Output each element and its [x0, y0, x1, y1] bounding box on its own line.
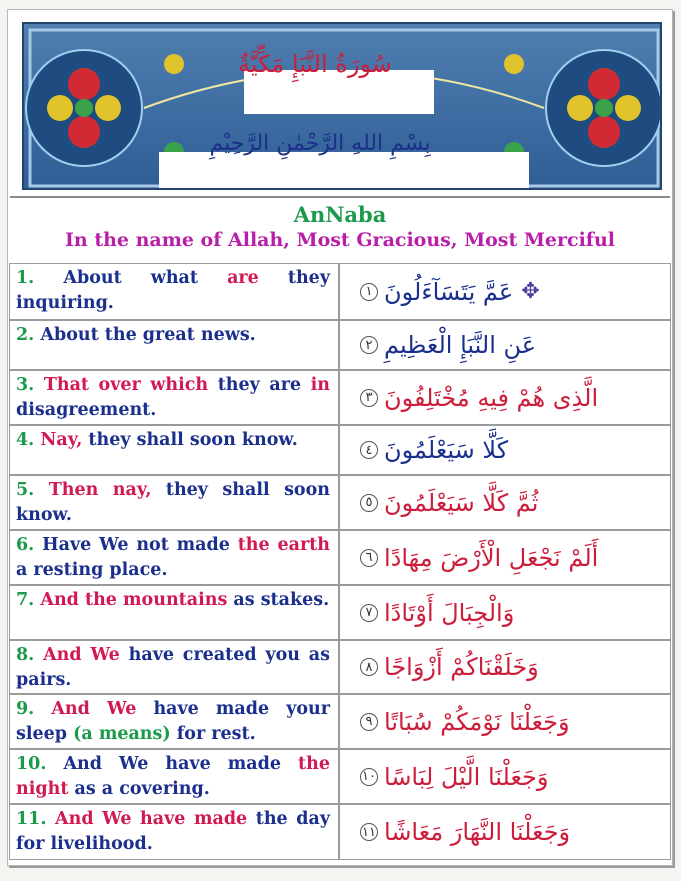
translation-segment: That over which — [43, 375, 218, 395]
verse-translation — [10, 750, 340, 803]
verse-arabic-text: أَلَمْ نَجْعَلِ الْأَرْضَ مِهَادًا — [384, 543, 599, 572]
translation-segment: have created you as pairs. — [16, 645, 330, 690]
verse-arabic-text: وَجَعَلْنَا الَّيْلَ لِبَاسًا — [384, 762, 549, 791]
verse-arabic-cell — [342, 321, 670, 369]
verse-end-marker: ٢ — [360, 336, 378, 354]
surah-header — [10, 196, 670, 266]
verse-number: 6. — [16, 535, 43, 555]
verse-arabic-text: وَخَلَقْنَاكُمْ أَزْوَاجًا — [384, 653, 539, 681]
verse-arabic-text: عَمَّ يَتَسَآءَلُونَ — [384, 277, 514, 306]
verse-row — [9, 263, 671, 320]
verse-row — [9, 694, 671, 749]
bismillah-arabic: بِسْمِ اللهِ الرَّحْمٰنِ الرَّحِيْمِ — [209, 131, 431, 156]
verse-arabic-cell — [342, 476, 670, 529]
verse-arabic-cell — [342, 805, 670, 859]
verse-translation — [10, 426, 340, 474]
bismillah-english: In the name of Allah, Most Gracious, Most Merciful — [65, 229, 615, 251]
translation-segment: the night — [16, 754, 330, 799]
verse-arabic-cell — [342, 371, 670, 424]
translation-segment: they are — [217, 375, 311, 395]
verse-number: 3. — [16, 375, 44, 395]
verse-arabic-cell — [342, 264, 670, 319]
verse-arabic-cell — [342, 695, 670, 748]
translation-segment: they shall soon know. — [82, 430, 298, 450]
translation-segment: (a means) — [73, 724, 171, 744]
verse-translation — [10, 321, 340, 369]
translation-segment: a resting place. — [16, 560, 168, 580]
translation-segment: About the great news. — [40, 325, 256, 345]
verse-end-marker: ٧ — [360, 604, 378, 622]
translation-segment: as a covering. — [68, 779, 210, 799]
translation-segment: they inquiring. — [16, 268, 330, 313]
verse-row — [9, 804, 671, 860]
translation-segment: the day for livelihood. — [16, 809, 330, 854]
translation-segment: they shall soon know. — [16, 480, 330, 525]
translation-segment: And We have made — [55, 809, 256, 829]
translation-segment: have made your sleep — [16, 699, 330, 744]
verse-arabic-text: كَلَّا سَيَعْلَمُونَ — [384, 436, 509, 464]
verse-arabic-cell — [342, 750, 670, 803]
translation-segment: And We have made — [63, 754, 299, 774]
verse-end-marker: ٤ — [360, 441, 378, 459]
verse-number: 11. — [16, 809, 56, 829]
verse-arabic-cell — [342, 426, 670, 474]
verse-row — [9, 475, 671, 530]
verse-row — [9, 370, 671, 425]
verse-number: 7. — [16, 590, 41, 610]
verse-arabic-text: الَّذِى هُمْ فِيهِ مُخْتَلِفُونَ — [384, 383, 599, 412]
verse-arabic-text: ثُمَّ كَلَّا سَيَعْلَمُونَ — [384, 488, 539, 517]
verse-translation — [10, 586, 340, 639]
translation-segment: are — [227, 268, 259, 288]
verse-end-marker: ٣ — [360, 389, 378, 407]
verse-end-marker: ٥ — [360, 494, 378, 512]
translation-segment: Then nay, — [48, 480, 166, 500]
verse-end-marker: ١٠ — [360, 768, 378, 786]
verse-number: 1. — [16, 268, 64, 288]
verse-number: 8. — [16, 645, 44, 665]
verse-arabic-cell — [342, 531, 670, 584]
verse-number: 4. — [16, 430, 41, 450]
verse-arabic-text: وَجَعَلْنَا النَّهَارَ مَعَاشًا — [384, 818, 571, 846]
verse-row — [9, 530, 671, 585]
ornament-star-icon: ✥ — [521, 279, 540, 304]
verse-arabic-text: وَالْجِبَالَ أَوْتَادًا — [384, 598, 515, 627]
verse-number: 5. — [16, 480, 49, 500]
verse-row — [9, 749, 671, 804]
translation-segment: About — [63, 268, 122, 288]
verse-translation — [10, 531, 340, 584]
translation-segment: for rest. — [170, 724, 256, 744]
verse-translation — [10, 371, 340, 424]
translation-segment: And We — [51, 699, 154, 719]
verse-arabic-cell — [342, 586, 670, 639]
verse-number: 10. — [16, 754, 64, 774]
verse-end-marker: ٦ — [360, 549, 378, 567]
verse-end-marker: ١١ — [360, 823, 378, 841]
bismillah-panel — [159, 152, 529, 188]
ornamental-banner — [22, 22, 662, 190]
translation-segment: what — [121, 268, 228, 288]
verse-row — [9, 585, 671, 640]
translation-segment: Nay, — [40, 430, 83, 450]
surah-name: AnNaba — [293, 202, 387, 227]
verse-translation — [10, 695, 340, 748]
verse-row — [9, 320, 671, 370]
verse-end-marker: ٨ — [360, 658, 378, 676]
verse-number: 9. — [16, 699, 52, 719]
verse-translation — [10, 805, 340, 859]
verse-row — [9, 425, 671, 475]
verse-arabic-text: وَجَعَلْنَا نَوْمَكُمْ سُبَاتًا — [384, 707, 570, 736]
translation-segment: in — [310, 375, 330, 395]
translation-segment: the earth — [237, 535, 330, 555]
translation-segment: Have We not made — [42, 535, 238, 555]
verse-translation — [10, 264, 340, 319]
verse-end-marker: ١ — [360, 283, 378, 301]
verse-translation — [10, 641, 340, 693]
verse-arabic-cell — [342, 641, 670, 693]
verse-end-marker: ٩ — [360, 713, 378, 731]
translation-segment: And We — [43, 645, 129, 665]
verse-arabic-text: عَنِ النَّبَإِ الْعَظِيمِ — [384, 331, 537, 359]
verse-row — [9, 640, 671, 694]
verse-number: 2. — [16, 325, 41, 345]
surah-title-arabic: سُورَةُ النَّبَإِ مَكِّيَّةٌ — [238, 50, 392, 78]
translation-segment: And the mountains — [40, 590, 234, 610]
translation-segment: as stakes. — [233, 590, 330, 610]
verse-translation — [10, 476, 340, 529]
translation-segment: disagreement. — [16, 400, 157, 420]
